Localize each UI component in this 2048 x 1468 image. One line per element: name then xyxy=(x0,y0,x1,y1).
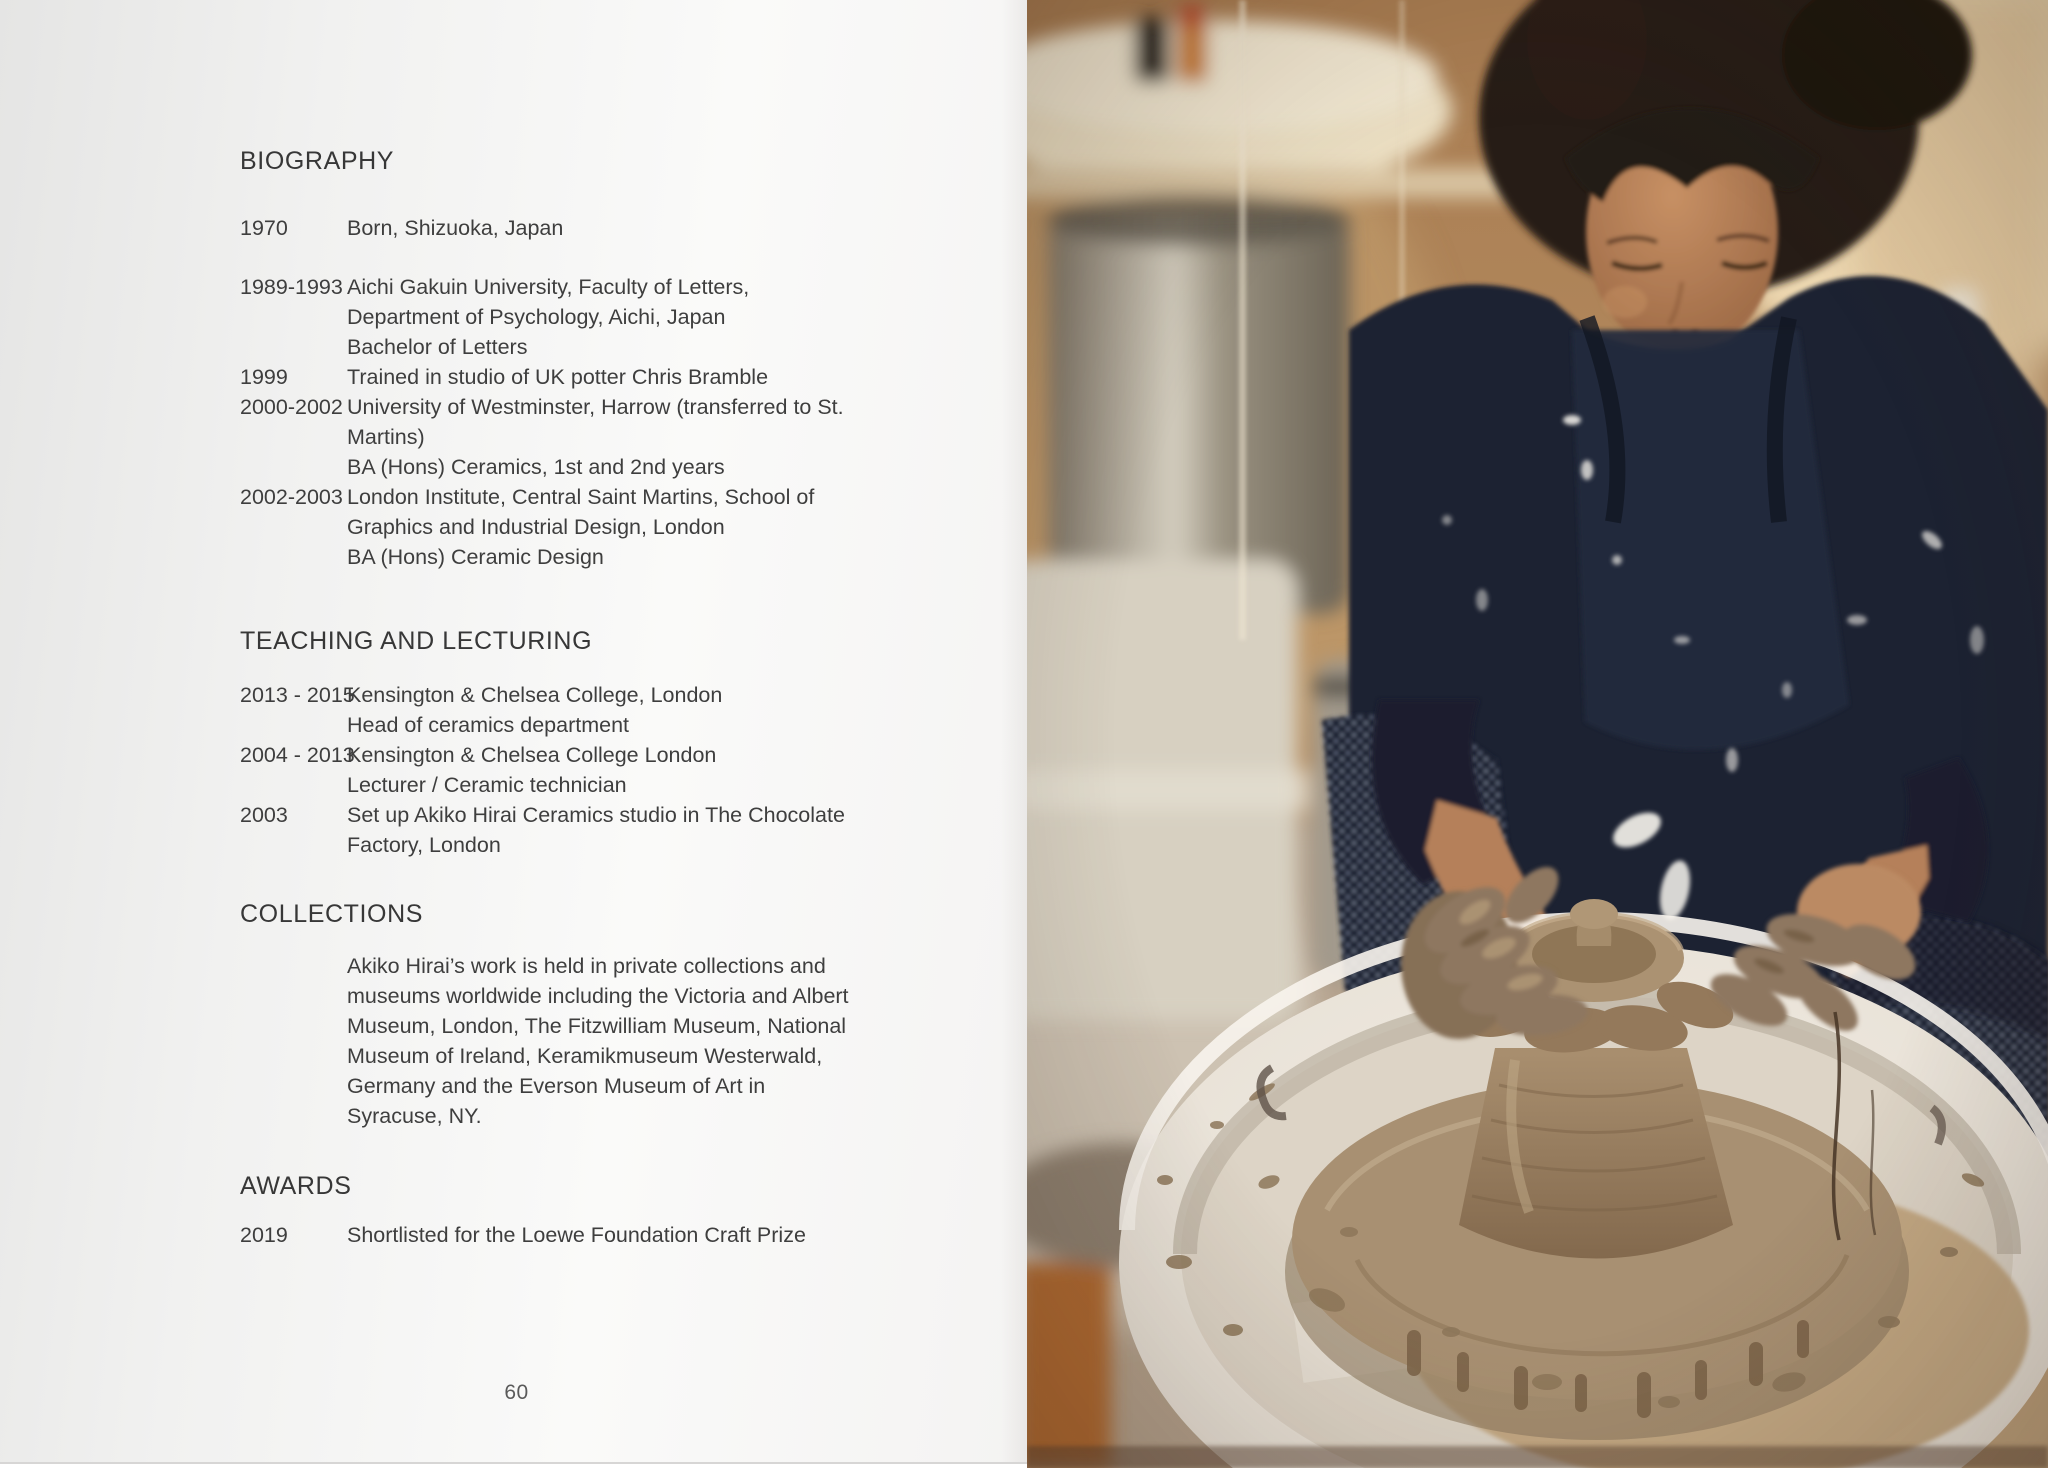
entry-date: 2003 xyxy=(240,803,288,827)
collections-section xyxy=(240,899,423,929)
entry-line: London Institute, Central Saint Martins, School of xyxy=(347,485,815,509)
entry-date: 1970 xyxy=(240,216,288,240)
teaching-heading: TEACHING AND LECTURING xyxy=(240,627,593,655)
teaching-entry xyxy=(240,800,845,860)
biography-heading: BIOGRAPHY xyxy=(240,147,395,175)
paragraph-line: Museum, London, The Fitzwilliam Museum, National xyxy=(347,1014,847,1038)
teaching-entries xyxy=(240,680,845,860)
entry-line: Factory, London xyxy=(347,833,501,857)
biography-entry xyxy=(240,213,844,243)
entry-date: 2000-2002 xyxy=(240,395,343,419)
entry-line: Trained in studio of UK potter Chris Bramble xyxy=(347,365,769,389)
entry-date: 1999 xyxy=(240,365,288,389)
right-page xyxy=(1027,0,2048,1468)
biography-entry xyxy=(240,392,844,482)
paragraph-line: Syracuse, NY. xyxy=(347,1104,482,1128)
awards-section xyxy=(240,1171,351,1201)
awards-heading: AWARDS xyxy=(240,1172,352,1200)
entry-line: Martins) xyxy=(347,425,425,449)
collections-paragraph xyxy=(240,951,849,1131)
entry-line: Aichi Gakuin University, Faculty of Letters, xyxy=(347,275,750,299)
collections-heading: COLLECTIONS xyxy=(240,900,424,928)
entry-line: University of Westminster, Harrow (transferred to St. xyxy=(347,395,844,419)
entry-line: Kensington & Chelsea College London xyxy=(347,743,717,767)
biography-section xyxy=(240,146,394,176)
entry-line: Graphics and Industrial Design, London xyxy=(347,515,725,539)
entry-line: Shortlisted for the Loewe Foundation Craft Prize xyxy=(347,1223,806,1247)
studio-photo xyxy=(1027,0,2048,1468)
page-number: 60 xyxy=(504,1381,529,1404)
entry-date: 1989-1993 xyxy=(240,275,343,299)
entry-line: Bachelor of Letters xyxy=(347,335,528,359)
entry-line: Kensington & Chelsea College, London xyxy=(347,683,723,707)
entry-line: BA (Hons) Ceramic Design xyxy=(347,545,604,569)
biography-entry xyxy=(240,272,844,362)
paragraph-line: Germany and the Everson Museum of Art in xyxy=(347,1074,766,1098)
entry-line: BA (Hons) Ceramics, 1st and 2nd years xyxy=(347,455,725,479)
paragraph-line: Akiko Hirai’s work is held in private collections and xyxy=(347,954,826,978)
entry-line: Lecturer / Ceramic technician xyxy=(347,773,627,797)
teaching-section xyxy=(240,626,592,656)
paragraph-line: Museum of Ireland, Keramikmuseum Westerwald, xyxy=(347,1044,823,1068)
entry-date: 2002-2003 xyxy=(240,485,343,509)
entry-line: Head of ceramics department xyxy=(347,713,630,737)
entry-line: Department of Psychology, Aichi, Japan xyxy=(347,305,726,329)
paragraph-line: museums worldwide including the Victoria and Albert xyxy=(347,984,849,1008)
teaching-entry xyxy=(240,680,845,740)
entry-line: Born, Shizuoka, Japan xyxy=(347,216,564,240)
biography-entry xyxy=(240,362,844,392)
entry-line: Set up Akiko Hirai Ceramics studio in The Chocolate xyxy=(347,803,845,827)
awards-entry xyxy=(240,1220,806,1250)
teaching-entry xyxy=(240,740,845,800)
biography-entry xyxy=(240,482,844,572)
awards-entries xyxy=(240,1220,806,1250)
entry-date: 2004 - 2013 xyxy=(240,743,355,767)
entry-date: 2019 xyxy=(240,1223,288,1247)
biography-entries xyxy=(240,213,844,572)
entry-date: 2013 - 2015 xyxy=(240,683,355,707)
